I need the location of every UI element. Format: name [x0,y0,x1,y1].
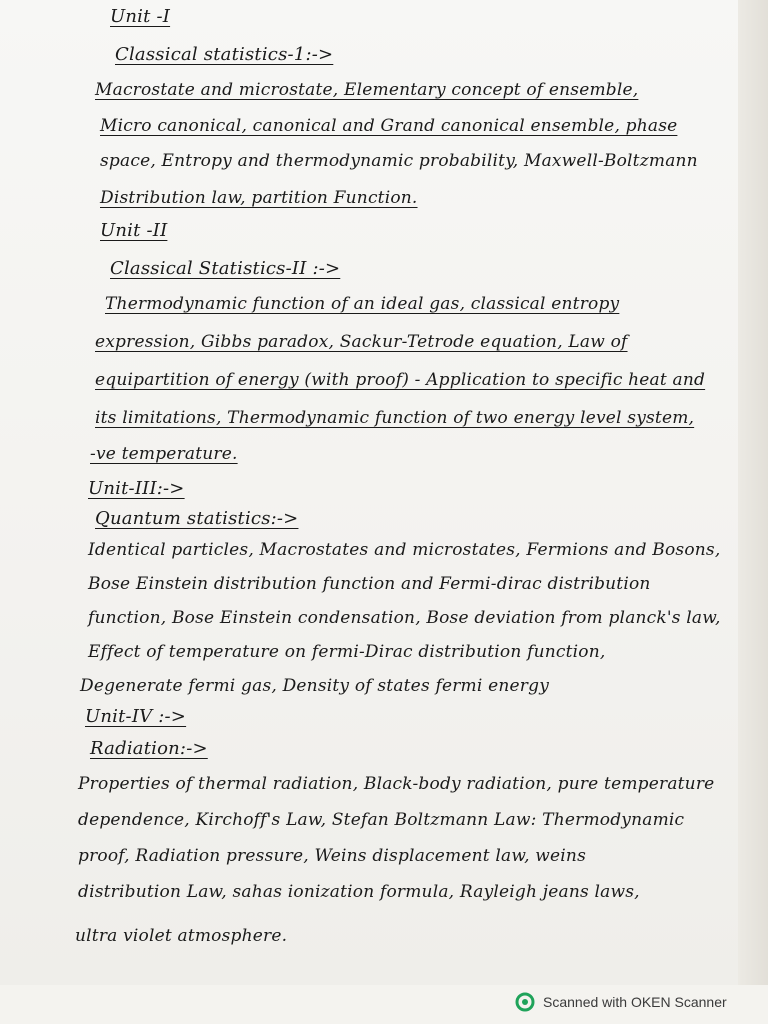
text-line: proof, Radiation pressure, Weins displacement law, weins [78,846,587,866]
text-line: space, Entropy and thermodynamic probability, Maxwell-Boltzmann [100,151,698,171]
text-line: its limitations, Thermodynamic function of two energy level system, [95,408,695,428]
classical-statistics-1-heading: Classical statistics-1:-> [115,44,334,65]
text-line: Bose Einstein distribution function and Fermi-dirac distribution [88,574,651,594]
unit-4-heading: Unit-IV :-> [85,706,187,727]
classical-statistics-2-heading: Classical Statistics-II :-> [110,258,341,279]
text-line: distribution Law, sahas ionization formula, Rayleigh jeans laws, [78,882,640,902]
scanner-watermark [515,990,727,1014]
text-line: equipartition of energy (with proof) - Application to specific heat and [95,370,706,390]
text-line: Identical particles, Macrostates and microstates, Fermions and Bosons, [88,540,721,560]
oken-scanner-logo-icon [515,992,535,1012]
text-line: Properties of thermal radiation, Black-body radiation, pure temperature [78,774,715,794]
unit-2-heading: Unit -II [100,220,168,241]
radiation-heading: Radiation:-> [90,738,208,759]
text-line: Effect of temperature on fermi-Dirac distribution function, [88,642,606,662]
text-line: function, Bose Einstein condensation, Bose deviation from planck's law, [88,608,721,628]
quantum-statistics-heading: Quantum statistics:-> [95,508,299,529]
unit-1-heading: Unit -I [110,6,171,27]
text-line: Macrostate and microstate, Elementary concept of ensemble, [95,80,639,100]
text-line: ultra violet atmosphere. [75,926,288,946]
text-line: dependence, Kirchoff's Law, Stefan Boltzmann Law: Thermodynamic [78,810,685,830]
text-line: -ve temperature. [90,444,238,464]
text-line: Degenerate fermi gas, Density of states fermi energy [80,676,549,696]
text-line: Thermodynamic function of an ideal gas, classical entropy [105,294,620,314]
text-line: Micro canonical, canonical and Grand canonical ensemble, phase [100,116,678,136]
text-line: Distribution law, partition Function. [100,188,418,208]
scanner-watermark-text: Scanned with OKEN Scanner [543,994,727,1010]
text-line: expression, Gibbs paradox, Sackur-Tetrode equation, Law of [95,332,628,352]
unit-3-heading: Unit-III:-> [88,478,185,499]
